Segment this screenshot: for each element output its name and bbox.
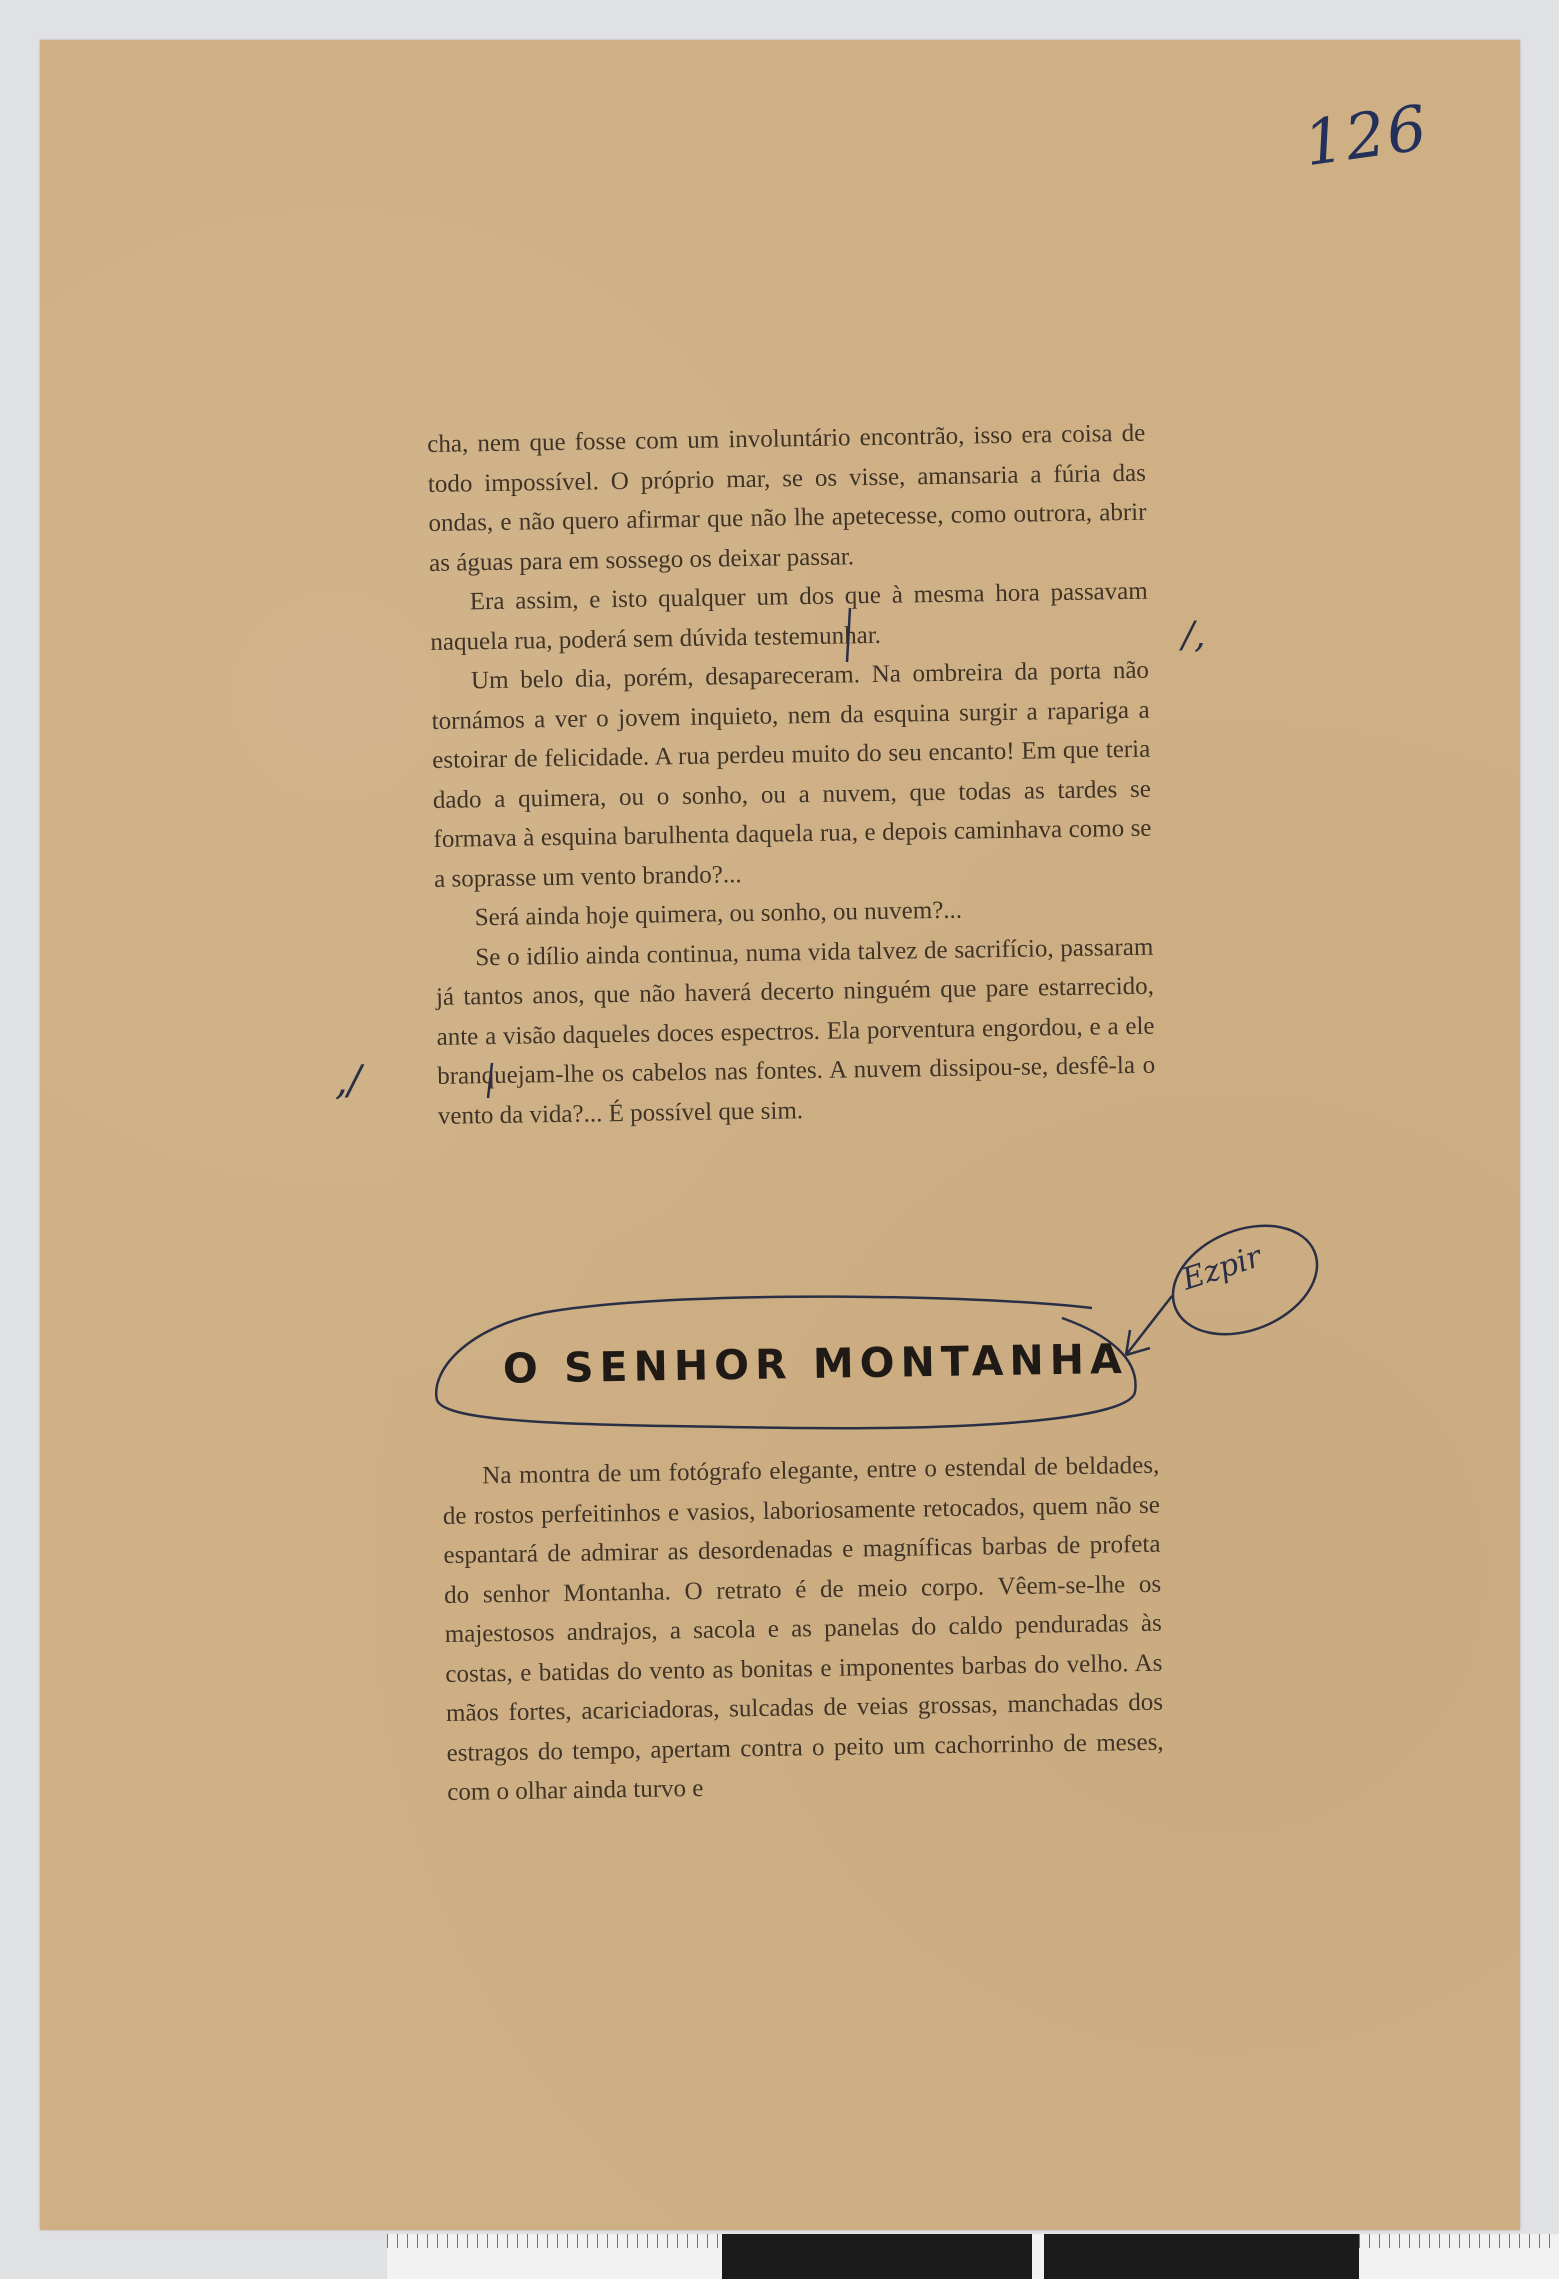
- margin-correction-mark: ,/: [335, 1058, 362, 1104]
- ruler-gap: [1032, 2234, 1044, 2279]
- paragraph: Era assim, e isto qualquer um dos que à mesma hora passavam naquela rua, poderá sem dúvida testemunhar.: [430, 577, 1148, 656]
- ruler-scale: [387, 2234, 722, 2279]
- paper-sheet: [40, 40, 1520, 2230]
- paragraph: Na montra de um fotógrafo elegante, entre o estendal de beldades, de rostos perfeitinhos e vasios, laboriosamente retocados, quem não se espantará de admirar as desordenadas e magníficas barbas de profeta do senhor Montanha. O retrato é de meio corpo. Vêem-se-lhe os majestosos andrajos, a sacola e as panelas do caldo penduradas às costas, e batidas do vento as bonitas e imponentes barbas do velho. As mãos fortes, acariciadoras, sulcadas de veias grossas, manchadas dos estragos do tempo, apertam contra o peito um cachorrinho de meses, com o olhar ainda turvo e: [442, 1451, 1164, 1806]
- paragraph: Se o idílio ainda continua, numa vida talvez de sacrifício, passaram já tantos anos, que não haverá decerto ninguém que pare estarrecido, ante a visão daqueles doces espectros. Ela porventura engordou, e a ele branquejam-lhe os cabelos nas fontes. A nuvem dissipou-se, desfê-la o vento da vida?... É possível que sim.: [435, 933, 1156, 1130]
- section-title: O SENHOR MONTANHA: [502, 1334, 1129, 1393]
- page-number: 126: [1299, 90, 1433, 181]
- handwritten-annotation: Ezpir: [1177, 1239, 1266, 1298]
- paragraph: Será ainda hoje quimera, ou sonho, ou nuvem?...: [474, 896, 963, 932]
- paragraph: Um belo dia, porém, desapareceram. Na ombreira da porta não tornámos a ver o jovem inquieto, nem da esquina surgir a rapariga a estoirar de felicidade. A rua perdeu muito do seu encanto! Em que teria dado a quimera, ou o sonho, ou a nuvem, que todas as tardes se formava à esquina barulhenta daquela rua, e depois caminhava como se a soprasse um vento brando?...: [431, 656, 1152, 893]
- paragraph: cha, nem que fosse com um involuntário encontrão, isso era coisa de todo impossível. O próprio mar, se os visse, amansaria a fúria das ondas, e não quero afirmar que não lhe apetecesse, como outrora, abrir as águas para em sossego os deixar passar.: [427, 419, 1147, 577]
- color-scale-ruler: [387, 2234, 1559, 2279]
- text-block-top: [427, 414, 1156, 1136]
- ruler-black-patch: [722, 2234, 1032, 2279]
- margin-correction-mark: /,: [1182, 615, 1206, 656]
- ruler-black-patch: [1044, 2234, 1359, 2279]
- ruler-scale: [1359, 2234, 1559, 2279]
- text-block-bottom: [442, 1446, 1164, 1813]
